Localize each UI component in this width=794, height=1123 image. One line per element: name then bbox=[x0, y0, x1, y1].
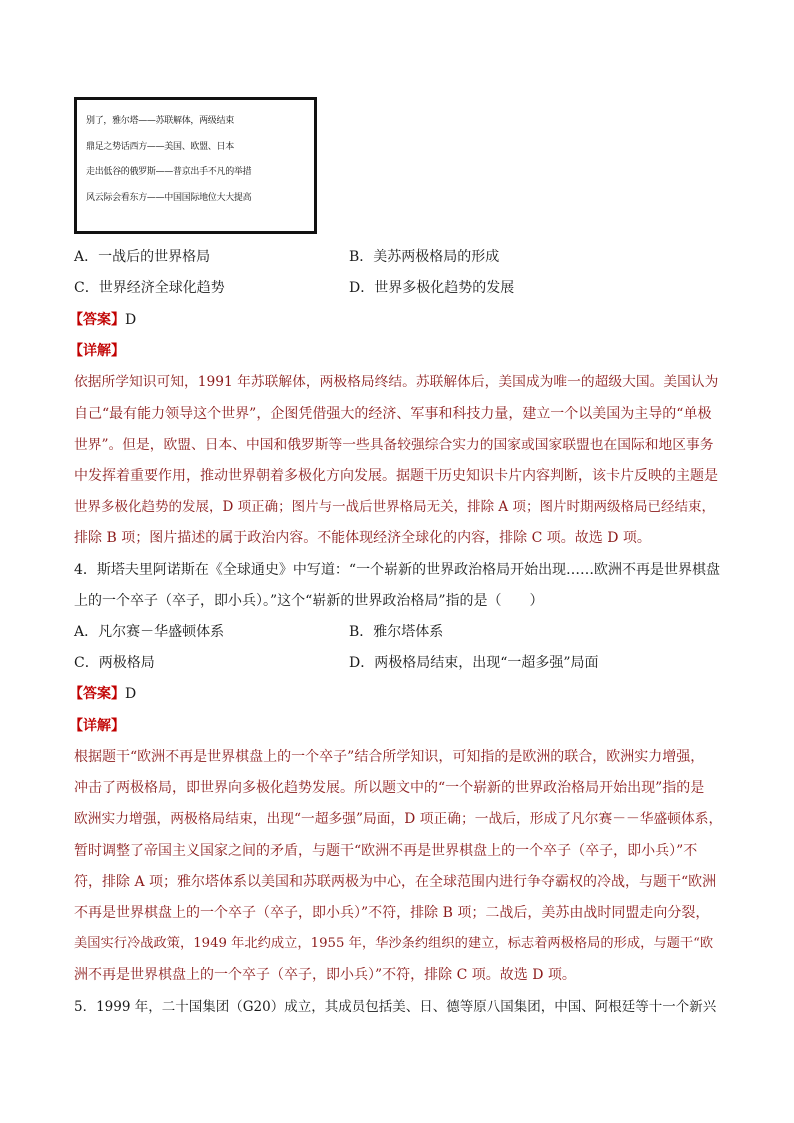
card-line: 风云际会看东方——中国国际地位大大提高 bbox=[86, 192, 252, 203]
q4-stem-line: 4．斯塔夫里阿诺斯在《全球通史》中写道：“一个崭新的世界政治格局开始出现……欧洲不再是世界棋盘 bbox=[74, 562, 721, 578]
q3-detail-line: 依据所学知识可知，1991 年苏联解体，两极格局终结。苏联解体后，美国成为唯一的超级大国。美国认为 bbox=[74, 374, 719, 390]
q4-detail-line: 暂时调整了帝国主义国家之间的矛盾，与题干“欧洲不再是世界棋盘上的一个卒子（卒子，即小兵）”不 bbox=[74, 843, 698, 859]
q4-detail-line: 符，排除 A 项；雅尔塔体系以美国和苏联两极为中心，在全球范围内进行争夺霸权的冷战，与题干“欧洲 bbox=[74, 874, 717, 890]
q4-detail-line: 根据题干“欧洲不再是世界棋盘上的一个卒子”结合所学知识，可知指的是欧洲的联合，欧洲实力增强， bbox=[74, 749, 705, 765]
q4-detail-line: 欧洲实力增强，两极格局结束，出现“一超多强”局面，D 项正确；一战后，形成了凡尔赛－－华盛顿体系， bbox=[74, 811, 723, 827]
q5-stem-line: 5．1999 年，二十国集团（G20）成立，其成员包括美、日、德等原八国集团，中国、阿根廷等十一个新兴 bbox=[74, 999, 717, 1015]
q3-detail-line: 世界”。但是，欧盟、日本、中国和俄罗斯等一些具备较强综合实力的国家或国家联盟也在国际和地区事务 bbox=[74, 437, 714, 453]
card-line: 别了，雅尔塔——苏联解体，两级结束 bbox=[86, 116, 234, 126]
answer-value: D bbox=[125, 312, 137, 328]
q4-option-a: A．凡尔赛－华盛顿体系 bbox=[74, 624, 225, 640]
answer-label: 【答案】 bbox=[69, 312, 125, 328]
q4-option-d: D．两极格局结束，出现“一超多强”局面 bbox=[349, 655, 599, 671]
answer-value: D bbox=[125, 686, 137, 702]
answer-label: 【答案】 bbox=[69, 686, 125, 702]
q4-answer bbox=[69, 684, 136, 704]
q3-option-b: B．美苏两极格局的形成 bbox=[349, 249, 500, 265]
card-line: 鼎足之势话西方——美国、欧盟、日本 bbox=[86, 141, 234, 152]
q3-option-d: D．世界多极化趋势的发展 bbox=[349, 280, 515, 296]
q4-detail-line: 洲不再是世界棋盘上的一个卒子（卒子，即小兵）”不符，排除 C 项。故选 D 项。 bbox=[74, 967, 576, 983]
q3-detail-line: 世界多极化趋势的发展，D 项正确；图片与一战后世界格局无关，排除 A 项；图片时期两级格局已经结束， bbox=[74, 499, 715, 515]
q4-detail-line: 美国实行冷战政策，1949 年北约成立，1955 年，华沙条约组织的建立，标志着两极格局的形成，与题干“欧 bbox=[74, 936, 714, 951]
q4-detail-line: 冲击了两极格局，即世界向多极化趋势发展。所以题文中的“一个崭新的世界政治格局开始出现”指的是 bbox=[74, 780, 705, 796]
q4-stem-line: 上的一个卒子（卒子，即小兵）。”这个“崭新的世界政治格局”指的是（ ） bbox=[74, 593, 544, 609]
q4-option-c: C．两极格局 bbox=[74, 655, 155, 671]
q3-detail-label: 【详解】 bbox=[69, 343, 125, 359]
q3-detail-line: 排除 B 项；图片描述的属于政治内容。不能体现经济全球化的内容，排除 C 项。故选 D 项。 bbox=[74, 530, 651, 546]
knowledge-card-image bbox=[74, 97, 317, 234]
q4-detail-line: 不再是世界棋盘上的一个卒子（卒子，即小兵）”不符，排除 B 项；二战后，美苏由战时同盟走向分裂， bbox=[74, 905, 710, 921]
q3-detail-line: 自己“最有能力领导这个世界”，企图凭借强大的经济、军事和科技力量，建立一个以美国为主导的“单极 bbox=[74, 406, 712, 422]
q3-option-a: A．一战后的世界格局 bbox=[74, 249, 211, 265]
q3-detail-line: 中发挥着重要作用，推动世界朝着多极化方向发展。据题干历史知识卡片内容判断，该卡片反映的主题是 bbox=[74, 468, 718, 484]
q3-answer bbox=[69, 310, 136, 330]
card-line: 走出低谷的俄罗斯——普京出手不凡的举措 bbox=[86, 167, 252, 177]
q4-option-b: B．雅尔塔体系 bbox=[349, 624, 444, 640]
q4-detail-label: 【详解】 bbox=[69, 718, 125, 734]
q3-option-c: C．世界经济全球化趋势 bbox=[74, 280, 225, 296]
